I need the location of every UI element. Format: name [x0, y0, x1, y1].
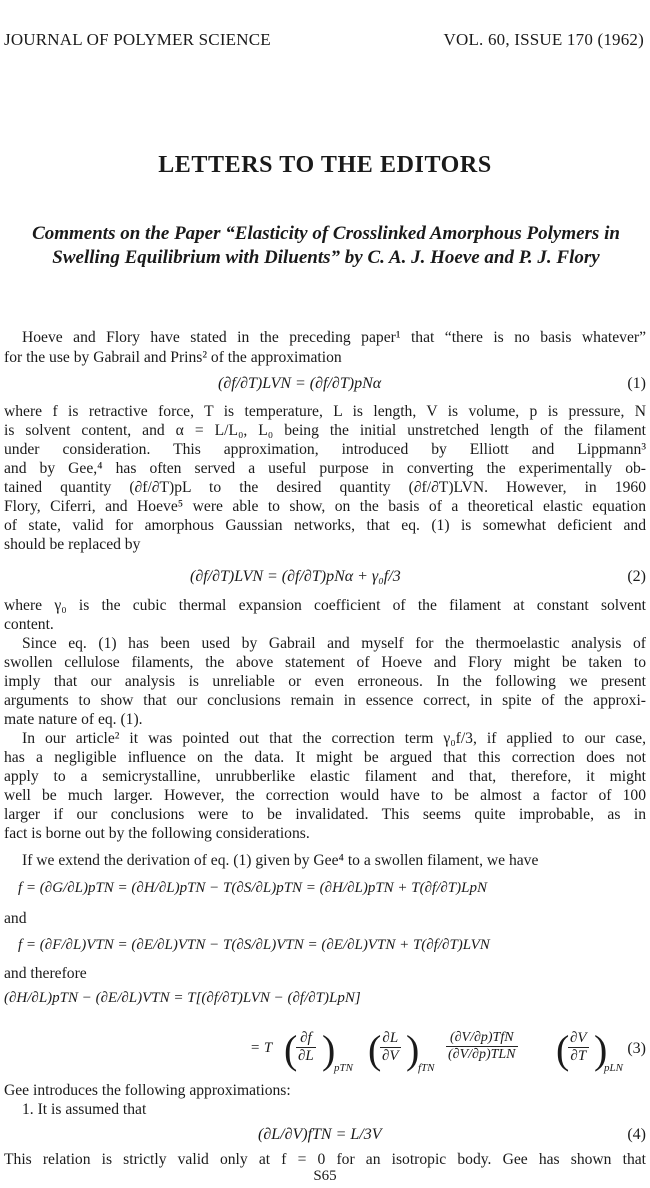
fraction-numerator: (∂V/∂p)TfN [446, 1030, 518, 1047]
body-line: apply to a semicrystalline, unrubberlike elastic filament and that, therefore, it might [4, 768, 646, 785]
body-line: tained quantity (∂f/∂T)pL to the desired quantity (∂f/∂T)LVN. However, in 1960 [4, 479, 646, 496]
body-line: and therefore [4, 965, 87, 982]
body-line: Flory, Ciferri, and Hoeve⁵ were able to show, on the basis of a theoretical elastic equation [4, 498, 646, 515]
equation-difference: (∂H/∂L)pTN − (∂E/∂L)VTN = T[(∂f/∂T)LVN − (∂f/∂T)LpN] [4, 990, 361, 1006]
equation-number: (2) [627, 568, 646, 585]
body-line: under consideration. This approximation, introduced by Elliott and Lippmann³ [4, 441, 646, 458]
body-line: imply that our analysis is unreliable or even erroneous. In the following we present [4, 673, 646, 690]
subscript: pLN [604, 1062, 623, 1074]
paren-open: ( [556, 1027, 570, 1072]
subscript: pTN [334, 1062, 353, 1074]
fraction-denominator: ∂L [298, 1048, 314, 1064]
body-line: is solvent content, and α = L/L₀, L₀ being the initial unstretched length of the filament [4, 422, 646, 439]
equation-4: (∂L/∂V)fTN = L/3V [258, 1126, 382, 1143]
paren-close: ) [406, 1027, 420, 1072]
article-title: Comments on the Paper “Elasticity of Crosslinked Amorphous Polymers in Swelling Equilibrium with Diluents” by C. A. J. Hoeve and P. J. Flory [32, 223, 620, 268]
fraction-numerator: ∂f [296, 1030, 316, 1048]
body-line: and by Gee,⁴ has often served a useful purpose in converting the experimentally ob- [4, 460, 646, 477]
fraction-df-dl [296, 1030, 316, 1065]
equation-3 [240, 1027, 623, 1076]
body-line: should be replaced by [4, 536, 141, 553]
fraction-dl-dv [380, 1030, 401, 1065]
body-line: arguments to show that our conclusions remain in essence correct, in spite of the approxi- [4, 692, 646, 709]
body-line: If we extend the derivation of eq. (1) given by Gee⁴ to a swollen filament, we have [22, 852, 539, 869]
subscript: fTN [418, 1062, 435, 1074]
body-line: fact is borne out by the following considerations. [4, 825, 310, 842]
body-line: for the use by Gabrail and Prins² of the approximation [4, 349, 342, 366]
body-line: swollen cellulose filaments, the above statement of Hoeve and Flory might be taken to [4, 654, 646, 671]
fraction-compressibility [446, 1030, 518, 1063]
section-title: LETTERS TO THE EDITORS [158, 152, 492, 178]
body-line: where f is retractive force, T is temperature, L is length, V is volume, p is pressure, N [4, 403, 646, 420]
equation-helmholtz: f = (∂F/∂L)VTN = (∂E/∂L)VTN − T(∂S/∂L)VTN = (∂E/∂L)VTN + T(∂f/∂T)LVN [18, 937, 490, 953]
equation-2: (∂f/∂T)LVN = (∂f/∂T)pNα + γ₀f/3 [190, 568, 401, 585]
equation-3-lead: = T [250, 1040, 273, 1056]
body-line: larger if our conclusions were to be invalidated. This seems quite improbable, as in [4, 806, 646, 823]
journal-name: JOURNAL OF POLYMER SCIENCE [4, 30, 271, 49]
body-line: Since eq. (1) has been used by Gabrail and myself for the thermoelastic analysis of [22, 635, 646, 652]
body-line: In our article² it was pointed out that the correction term γ₀f/3, if applied to our case, [22, 730, 646, 747]
fraction-dv-dt [568, 1030, 589, 1065]
fraction-denominator: ∂V [382, 1048, 399, 1064]
fraction-numerator: ∂L [380, 1030, 401, 1048]
fraction-numerator: ∂V [570, 1030, 587, 1046]
fraction-denominator: (∂V/∂p)TLN [448, 1047, 516, 1062]
body-line: This relation is strictly valid only at f = 0 for an isotropic body. Gee has shown that [4, 1151, 646, 1168]
paren-close: ) [322, 1027, 336, 1072]
paren-open: ( [284, 1027, 298, 1072]
body-line: well be much larger. However, the correction would have to be almost a factor of 100 [4, 787, 646, 804]
volume-issue: VOL. 60, ISSUE 170 (1962) [443, 30, 644, 49]
equation-number: (4) [627, 1126, 646, 1143]
equation-1: (∂f/∂T)LVN = (∂f/∂T)pNα [218, 375, 382, 392]
equation-gibbs: f = (∂G/∂L)pTN = (∂H/∂L)pTN − T(∂S/∂L)pTN = (∂H/∂L)pTN + T(∂f/∂T)LpN [18, 880, 487, 896]
equation-number: (3) [627, 1040, 646, 1057]
body-line: and [4, 910, 27, 927]
body-line: of state, valid for amorphous Gaussian networks, that eq. (1) is somewhat deficient and [4, 517, 646, 534]
body-line: where γ₀ is the cubic thermal expansion coefficient of the filament at constant solvent [4, 597, 646, 614]
body-line: 1. It is assumed that [22, 1101, 147, 1118]
body-line: Hoeve and Flory have stated in the preceding paper¹ that “there is no basis whatever” [22, 329, 646, 346]
fraction-denominator: ∂T [570, 1048, 587, 1064]
page-number: S65 [313, 1168, 337, 1184]
body-line: has a negligible influence on the data. It might be argued that this correction does not [4, 749, 646, 766]
body-line: Gee introduces the following approximations: [4, 1082, 291, 1099]
paren-open: ( [368, 1027, 382, 1072]
paren-close: ) [594, 1027, 608, 1072]
equation-number: (1) [627, 375, 646, 392]
body-line: mate nature of eq. (1). [4, 711, 143, 728]
body-line: content. [4, 616, 54, 633]
